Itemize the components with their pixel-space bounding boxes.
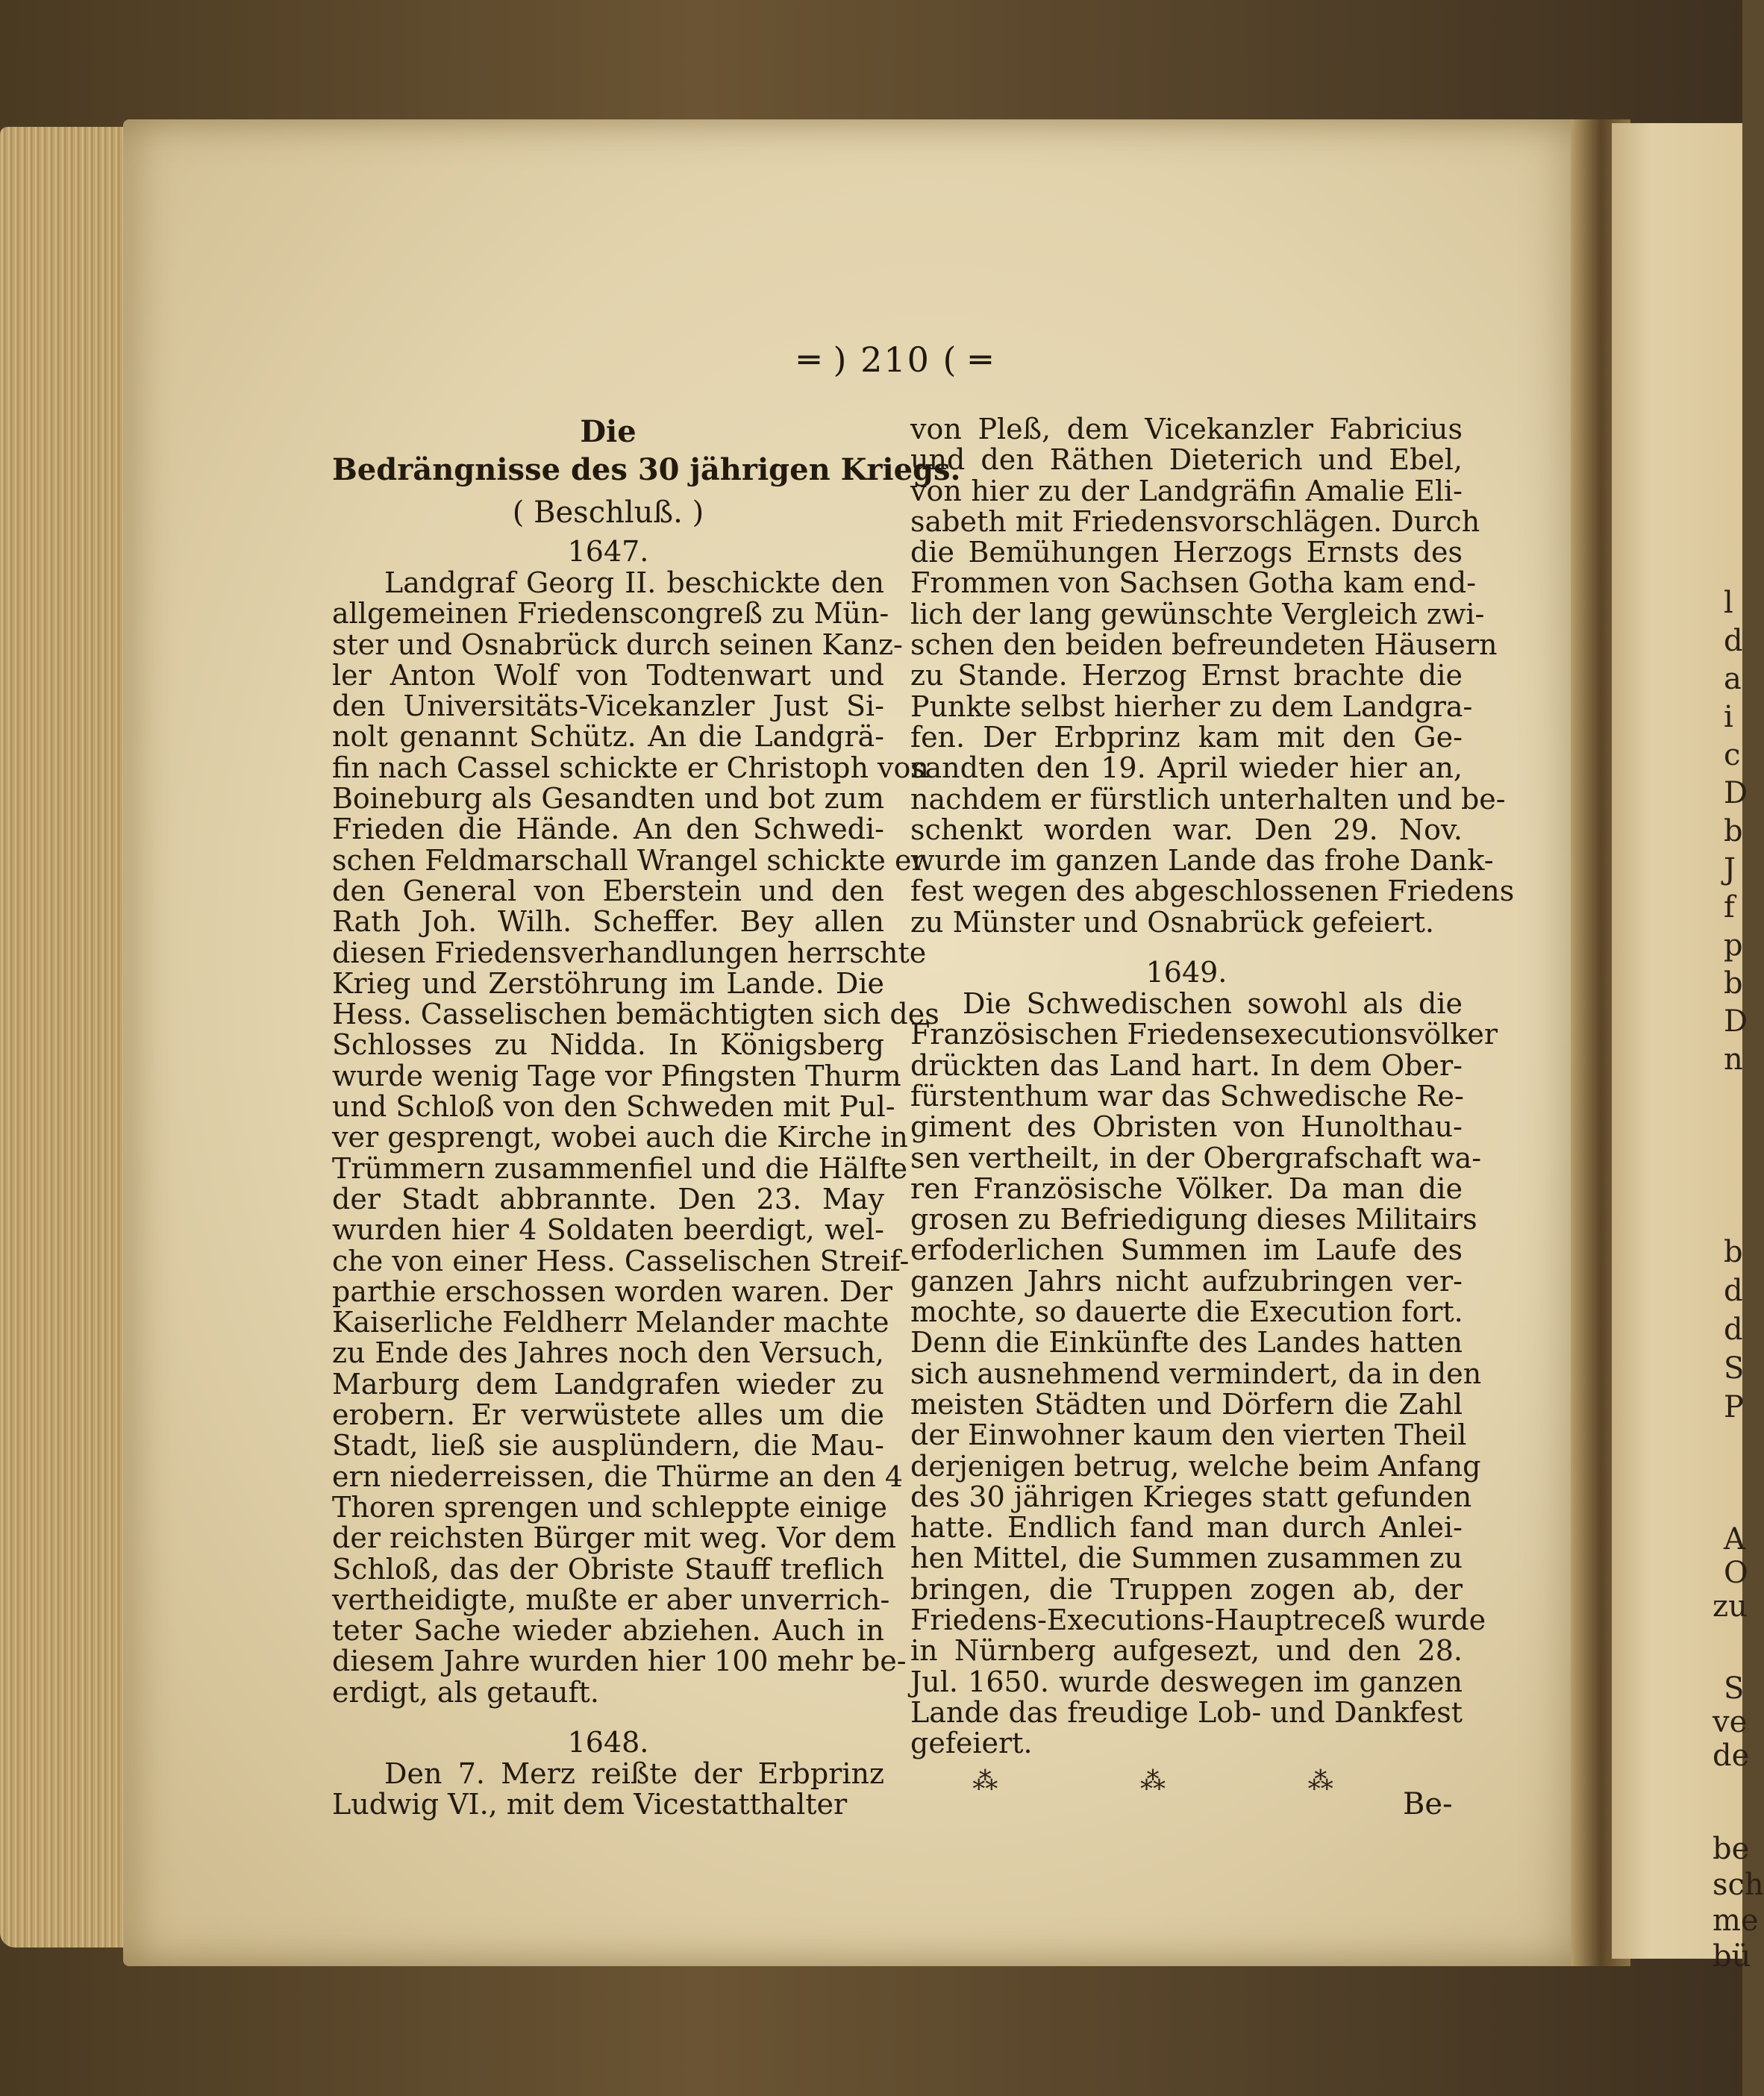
section-1648-continued bbox=[910, 413, 1515, 939]
text-line: ver gesprengt, wobei auch die Kirche in bbox=[332, 1121, 908, 1154]
year-heading-1648: 1648. bbox=[567, 1725, 649, 1759]
facing-page-letter: d bbox=[1724, 1313, 1743, 1347]
text-line: von hier zu der Landgräfin Amalie Eli- bbox=[910, 474, 1463, 507]
text-line: Friedens-Executions-Hauptreceß wurde bbox=[910, 1603, 1486, 1636]
text-line: Krieg und Zerstöhrung im Lande. Die bbox=[332, 966, 884, 1000]
facing-page-letter: O bbox=[1724, 1556, 1748, 1590]
text-line: drückten das Land hart. In dem Ober- bbox=[910, 1048, 1463, 1082]
section-1648 bbox=[332, 1756, 884, 1821]
text-line: fest wegen des abgeschlossenen Friedens bbox=[910, 875, 1515, 908]
facing-page-letter: me bbox=[1713, 1903, 1759, 1938]
book-page-edges bbox=[0, 127, 138, 1948]
text-line: fen. Der Erbprinz kam mit den Ge- bbox=[910, 720, 1463, 754]
facing-page-fragment bbox=[1612, 123, 1764, 1974]
facing-page-letter: d bbox=[1724, 1274, 1743, 1308]
text-line: fürstenthum war das Schwedische Re- bbox=[910, 1079, 1464, 1113]
text-line: sandten den 19. April wieder hier an, bbox=[910, 751, 1463, 785]
text-line: diesem Jahre wurden hier 100 mehr be- bbox=[332, 1645, 907, 1678]
text-line: Schlosses zu Nidda. In Königsberg bbox=[332, 1028, 884, 1062]
text-line: ler Anton Wolf von Todtenwart und bbox=[332, 658, 884, 692]
text-line: und Schloß von den Schweden mit Pul- bbox=[332, 1090, 895, 1124]
article-title-line1: Die bbox=[580, 414, 637, 449]
text-line: Punkte selbst hierher zu dem Landgra- bbox=[910, 689, 1473, 723]
text-line: sabeth mit Friedensvorschlägen. Durch bbox=[910, 504, 1480, 538]
text-line: der Stadt abbrannte. Den 23. May bbox=[332, 1182, 884, 1216]
text-line: ster und Osnabrück durch seinen Kanz- bbox=[332, 628, 903, 661]
text-line: vertheidigte, mußte er aber unverrich- bbox=[332, 1583, 890, 1616]
text-line: zu Stande. Herzog Ernst brachte die bbox=[910, 659, 1463, 692]
facing-page-letter: P bbox=[1724, 1390, 1744, 1424]
article-title-line2: Bedrängnisse des 30 jährigen Kriegs. bbox=[332, 452, 961, 487]
text-line: ren Französische Völker. Da man die bbox=[910, 1171, 1463, 1205]
article-subtitle: ( Beschluß. ) bbox=[512, 495, 704, 530]
text-line: nolt genannt Schütz. An die Landgrä- bbox=[332, 720, 884, 754]
text-line: Denn die Einkünfte des Landes hatten bbox=[910, 1326, 1463, 1360]
text-line: Den 7. Merz reißte der Erbprinz bbox=[384, 1756, 884, 1790]
facing-page-letter: a bbox=[1724, 662, 1742, 696]
text-line: erfoderlichen Summen im Laufe des bbox=[910, 1233, 1463, 1267]
text-line: Ludwig VI., mit dem Vicestatthalter bbox=[332, 1788, 848, 1821]
facing-page-letter: D bbox=[1724, 1004, 1748, 1039]
text-line: erobern. Er verwüstete alles um die bbox=[332, 1398, 884, 1432]
text-line: Lande das freudige Lob- und Dankfest bbox=[910, 1695, 1463, 1729]
text-line: Jul. 1650. wurde deswegen im ganzen bbox=[910, 1665, 1463, 1698]
text-line: Boineburg als Gesandten und bot zum bbox=[332, 782, 884, 816]
text-line: ganzen Jahrs nicht aufzubringen ver- bbox=[910, 1264, 1463, 1298]
text-line: giment des Obristen von Hunolthau- bbox=[910, 1110, 1463, 1144]
text-line: und den Räthen Dieterich und Ebel, bbox=[910, 443, 1463, 477]
text-line: den General von Eberstein und den bbox=[332, 874, 884, 907]
text-line: Stadt, ließ sie ausplündern, die Mau- bbox=[332, 1429, 884, 1462]
text-line: schen Feldmarschall Wrangel schickte er bbox=[332, 843, 925, 877]
facing-page-letter: bü bbox=[1713, 1939, 1751, 1974]
text-line: erdigt, als getauft. bbox=[332, 1675, 599, 1709]
text-line: bringen, die Truppen zogen ab, der bbox=[910, 1572, 1463, 1606]
text-line: der Einwohner kaum den vierten Theil bbox=[910, 1418, 1467, 1452]
text-line: gefeiert. bbox=[910, 1727, 1033, 1760]
facing-page-letter: b bbox=[1724, 1235, 1743, 1269]
text-line: zu Münster und Osnabrück gefeiert. bbox=[910, 905, 1434, 939]
text-line: Hess. Casselischen bemächtigten sich des bbox=[332, 998, 939, 1031]
left-column bbox=[332, 414, 961, 1821]
text-line: schenkt worden war. Den 29. Nov. bbox=[910, 813, 1463, 846]
text-line: meisten Städten und Dörfern die Zahl bbox=[910, 1387, 1463, 1421]
year-heading-1649: 1649. bbox=[1145, 956, 1227, 989]
facing-page-letter: S bbox=[1724, 1351, 1745, 1386]
running-head: ═ ) 210 ( ═ bbox=[798, 340, 992, 380]
facing-page-letter: n bbox=[1724, 1042, 1743, 1077]
section-1649 bbox=[910, 987, 1498, 1760]
year-heading-1647: 1647. bbox=[567, 535, 649, 568]
text-line: Kaiserliche Feldherr Melander machte bbox=[332, 1306, 889, 1339]
facing-page-letter: de bbox=[1713, 1739, 1750, 1773]
facing-page-letter: p bbox=[1724, 928, 1743, 963]
facing-page-letter: A bbox=[1724, 1522, 1745, 1557]
facing-page-letter: D bbox=[1724, 776, 1748, 810]
facing-page-letter: S bbox=[1724, 1671, 1745, 1706]
text-line: der reichsten Bürger mit weg. Vor dem bbox=[332, 1521, 897, 1555]
text-line: hen Mittel, die Summen zusammen zu bbox=[910, 1542, 1463, 1575]
text-line: Französischen Friedensexecutionsvölker bbox=[910, 1018, 1498, 1051]
text-line: in Nürnberg aufgesezt, und den 28. bbox=[910, 1634, 1463, 1668]
section-1647 bbox=[332, 566, 939, 1709]
catchword: Be- bbox=[1403, 1787, 1453, 1821]
text-line: allgemeinen Friedenscongreß zu Mün- bbox=[332, 597, 889, 631]
facing-page-letter: b bbox=[1724, 814, 1743, 848]
text-line: sich ausnehmend vermindert, da in den bbox=[910, 1357, 1482, 1390]
text-line: grosen zu Befriedigung dieses Militairs bbox=[910, 1203, 1477, 1236]
text-line: ern niederreissen, die Thürme an den 4 bbox=[332, 1460, 904, 1493]
text-line: derjenigen betrug, welche beim Anfang bbox=[910, 1449, 1481, 1483]
facing-page-letter: f bbox=[1724, 890, 1735, 925]
text-line: parthie erschossen worden waren. Der bbox=[332, 1274, 892, 1308]
text-line: diesen Friedensverhandlungen herrschte bbox=[332, 936, 927, 969]
facing-page-letter: be bbox=[1713, 1832, 1750, 1866]
facing-page-letter: J bbox=[1724, 852, 1736, 886]
text-line: wurde im ganzen Lande das frohe Dank- bbox=[910, 844, 1494, 877]
text-line: Landgraf Georg II. beschickte den bbox=[384, 566, 884, 599]
facing-page-letter: l bbox=[1724, 586, 1733, 620]
text-line: hatte. Endlich fand man durch Anlei- bbox=[910, 1511, 1463, 1545]
facing-page-letter: zu bbox=[1713, 1589, 1748, 1624]
text-line: wurden hier 4 Soldaten beerdigt, wel- bbox=[332, 1213, 884, 1247]
text-line: Trümmern zusammenfiel und die Hälfte bbox=[332, 1151, 908, 1185]
facing-page-letter: i bbox=[1724, 700, 1733, 734]
text-line: Frieden die Hände. An den Schwedi- bbox=[332, 813, 884, 846]
text-line: Rath Joh. Wilh. Scheffer. Bey allen bbox=[332, 905, 884, 939]
text-line: teter Sache wieder abziehen. Auch in bbox=[332, 1614, 884, 1648]
text-line: nachdem er fürstlich unterhalten und be- bbox=[910, 782, 1506, 816]
text-line: che von einer Hess. Casselischen Streif- bbox=[332, 1244, 910, 1277]
facing-page-letter: c bbox=[1724, 738, 1741, 772]
text-line: mochte, so dauerte die Execution fort. bbox=[910, 1295, 1463, 1329]
facing-page-letter: ve bbox=[1713, 1705, 1748, 1739]
facing-page-letter: sch bbox=[1713, 1868, 1764, 1902]
text-line: den Universitäts-Vicekanzler Just Si- bbox=[332, 689, 884, 723]
text-line: Die Schwedischen sowohl als die bbox=[963, 987, 1463, 1021]
facing-page-letters bbox=[1612, 123, 1764, 1974]
text-line: wurde wenig Tage vor Pfingsten Thurm bbox=[332, 1059, 901, 1092]
text-line: zu Ende des Jahres noch den Versuch, bbox=[332, 1336, 884, 1370]
text-line: Frommen von Sachsen Gotha kam end- bbox=[910, 566, 1477, 600]
text-line: sen vertheilt, in der Obergrafschaft wa- bbox=[910, 1141, 1482, 1174]
facing-page-letter: d bbox=[1724, 624, 1743, 658]
ornament-asterisms: ⁂ ⁂ ⁂ bbox=[972, 1766, 1401, 1797]
text-line: Schloß, das der Obriste Stauff treflich bbox=[332, 1552, 884, 1586]
text-line: die Bemühungen Herzogs Ernsts des bbox=[910, 536, 1463, 569]
text-line: des 30 jährigen Krieges statt gefunden bbox=[910, 1480, 1472, 1513]
text-line: schen den beiden befreundeten Häusern bbox=[910, 628, 1498, 662]
text-line: lich der lang gewünschte Vergleich zwi- bbox=[910, 597, 1485, 631]
text-line: Marburg dem Landgrafen wieder zu bbox=[332, 1367, 884, 1401]
text-line: fin nach Cassel schickte er Christoph von bbox=[332, 751, 929, 784]
text-line: von Pleß, dem Vicekanzler Fabricius bbox=[910, 413, 1463, 445]
facing-page-letter: b bbox=[1724, 966, 1743, 1001]
text-line: Thoren sprengen und schleppte einige bbox=[332, 1490, 888, 1524]
right-column bbox=[910, 413, 1515, 1804]
